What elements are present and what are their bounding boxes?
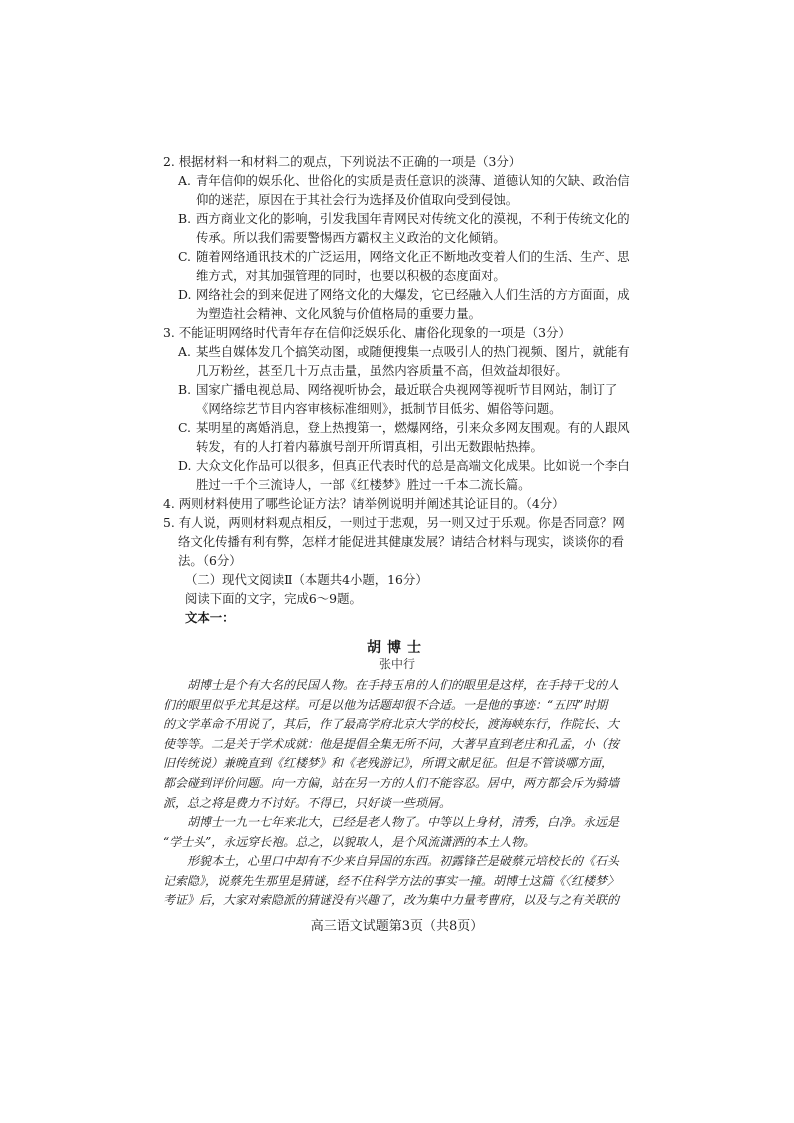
option-letter: B. bbox=[178, 211, 192, 226]
paragraph-line: 胡博士是个有大名的民国人物。在手持玉帛的人们的眼里是这样，在手持干戈的人 bbox=[187, 678, 620, 692]
option-letter: D. bbox=[178, 458, 192, 473]
question-2-option-a bbox=[178, 171, 633, 209]
question-5-line: 法。（6分） bbox=[178, 553, 242, 568]
article-paragraph-1 bbox=[163, 676, 633, 813]
option-line: 仰的迷茫，原因在于其社会行为选择及价值取向受到侵蚀。 bbox=[196, 192, 519, 207]
question-2-stem bbox=[163, 152, 633, 171]
article-title: 胡博士 bbox=[367, 640, 427, 656]
paragraph-line: “学士头”，永远穿长袍。总之，以貌取人，是个风流潇洒的本土人物。 bbox=[163, 834, 536, 849]
paragraph-line: 的文学革命不用说了，其后，作了最高学府北京大学的校长，渡海峡东行，作院长、大 bbox=[163, 717, 620, 732]
question-3-option-b bbox=[178, 380, 633, 418]
option-letter: A. bbox=[178, 344, 191, 359]
question-2-option-d bbox=[178, 285, 633, 323]
article-paragraph-3 bbox=[163, 852, 633, 911]
question-5 bbox=[163, 513, 633, 570]
option-line: 随着网络通讯技术的广泛运用，网络文化正不断地改变着人们的生活、生产、思 bbox=[196, 249, 630, 264]
paragraph-line: 们的眼里似乎尤其是这样。可是以他为话题却很不合适。一是他的事迹：“五四”时期 bbox=[163, 697, 608, 712]
question-2-option-c bbox=[178, 247, 633, 285]
option-line: 大众文化作品可以很多，但真正代表时代的总是高端文化成果。比如说一个李白 bbox=[196, 458, 630, 473]
text-label: 文本一： bbox=[185, 610, 235, 625]
article-paragraph-2 bbox=[163, 813, 633, 852]
option-line: 为塑造社会精神、文化风貌与价值格局的重要力量。 bbox=[196, 306, 481, 321]
question-3-option-a bbox=[178, 342, 633, 380]
option-line: 胜过一千个三流诗人，一部《红楼梦》胜过一千本二流长篇。 bbox=[196, 477, 531, 492]
option-line: 国家广播电视总局、网络视听协会，最近联合央视网等视听节目网站，制订了 bbox=[196, 382, 618, 397]
question-2-option-b bbox=[178, 209, 633, 247]
page-footer: 高三语文试题第3页（共8页） bbox=[310, 919, 484, 934]
option-line: 几万粉丝，甚至几十万点击量，虽然内容质量不高，但效益却很好。 bbox=[196, 363, 568, 378]
option-letter: B. bbox=[178, 382, 192, 397]
paragraph-line: 派，总之将是费力不讨好。不得已，只好谈一些琐屑。 bbox=[163, 795, 452, 810]
paragraph-line: 旧传统说）兼晚直到《红楼梦》和《老残游记》，所谓文献足征。但是不管谈哪方面， bbox=[163, 756, 614, 771]
option-letter: D. bbox=[178, 287, 192, 302]
question-4-text: 4. 两则材料使用了哪些论证方法？请举例说明并阐述其论证目的。（4分） bbox=[163, 496, 565, 511]
question-3-option-d bbox=[178, 456, 633, 494]
option-line: 《网络综艺节目内容审核标准细则》，抵制节目低劣、媚俗等问题。 bbox=[196, 401, 562, 416]
question-3-stem bbox=[163, 323, 633, 342]
paragraph-line: 都会碰到评价问题。向一方偏，站在另一方的人们不能容忍。居中，两方都会斥为骑墙 bbox=[163, 775, 620, 790]
article-author: 张中行 bbox=[378, 657, 415, 671]
question-3-stem-text: 3. 不能证明网络时代青年存在信仰泛娱乐化、庸俗化现象的一项是（3分） bbox=[163, 325, 571, 340]
option-line: 传承。所以我们需要警惕西方霸权主义政治的文化倾销。 bbox=[196, 230, 506, 245]
option-line: 维方式，对其加强管理的同时，也要以积极的态度面对。 bbox=[196, 268, 506, 283]
question-3-option-c bbox=[178, 418, 633, 456]
question-5-line: 5. 有人说，两则材料观点相反，一则过于悲观，另一则又过于乐观。你是否同意？网 bbox=[163, 515, 625, 530]
option-line: 西方商业文化的影响，引发我国年青网民对传统文化的漠视，不利于传统文化的 bbox=[196, 211, 630, 226]
paragraph-line: 考证》后，大家对索隐派的猜谜没有兴趣了，改为集中力量考曹府，以及与之有关联的 bbox=[163, 893, 620, 908]
paragraph-line: 使等等。二是关于学术成就：他是提倡全集无所不问，大著早直到老庄和孔孟，小（按 bbox=[163, 736, 620, 751]
question-2-stem-text: 2. 根据材料一和材料二的观点，下列说法不正确的一项是（3分） bbox=[163, 154, 522, 169]
question-5-line: 络文化传播有利有弊，怎样才能促进其健康发展？请结合材料与现实，谈谈你的看 bbox=[178, 534, 625, 549]
section-instruction: 阅读下面的文字，完成6～9题。 bbox=[185, 591, 362, 606]
option-letter: A. bbox=[178, 173, 191, 188]
paragraph-line: 记索隐》，说蔡先生那里是猜谜，经不住科学方法的事实一撞。胡博士这篇《〈红楼梦〉 bbox=[163, 873, 620, 888]
section-heading: （二）现代文阅读Ⅱ（本题共4小题，16分） bbox=[185, 572, 428, 587]
option-line: 青年信仰的娱乐化、世俗化的实质是责任意识的淡薄、道德认知的欠缺、政治信 bbox=[196, 173, 630, 188]
option-line: 转发，有的人打着内幕旗号剖开所谓真相，引出无数跟帖热捧。 bbox=[196, 439, 543, 454]
option-letter: C. bbox=[178, 420, 191, 435]
option-letter: C. bbox=[178, 249, 191, 264]
paragraph-line: 胡博士一九一七年来北大，已经是老人物了。中等以上身材，清秀，白净。永远是 bbox=[187, 815, 620, 829]
option-line: 某些自媒体发几个搞笑动图，或随便搜集一点吸引人的热门视频、图片，就能有 bbox=[196, 344, 630, 359]
question-4 bbox=[163, 494, 633, 513]
option-line: 某明星的离婚消息，登上热搜第一，燃爆网络，引来众多网友围观。有的人跟风 bbox=[196, 420, 630, 435]
paragraph-line: 形貌本土，心里口中却有不少来自异国的东西。初露锋芒是破蔡元培校长的《石头 bbox=[187, 854, 620, 868]
option-line: 网络社会的到来促进了网络文化的大爆发，它已经融入人们生活的方方面面，成 bbox=[196, 287, 630, 302]
